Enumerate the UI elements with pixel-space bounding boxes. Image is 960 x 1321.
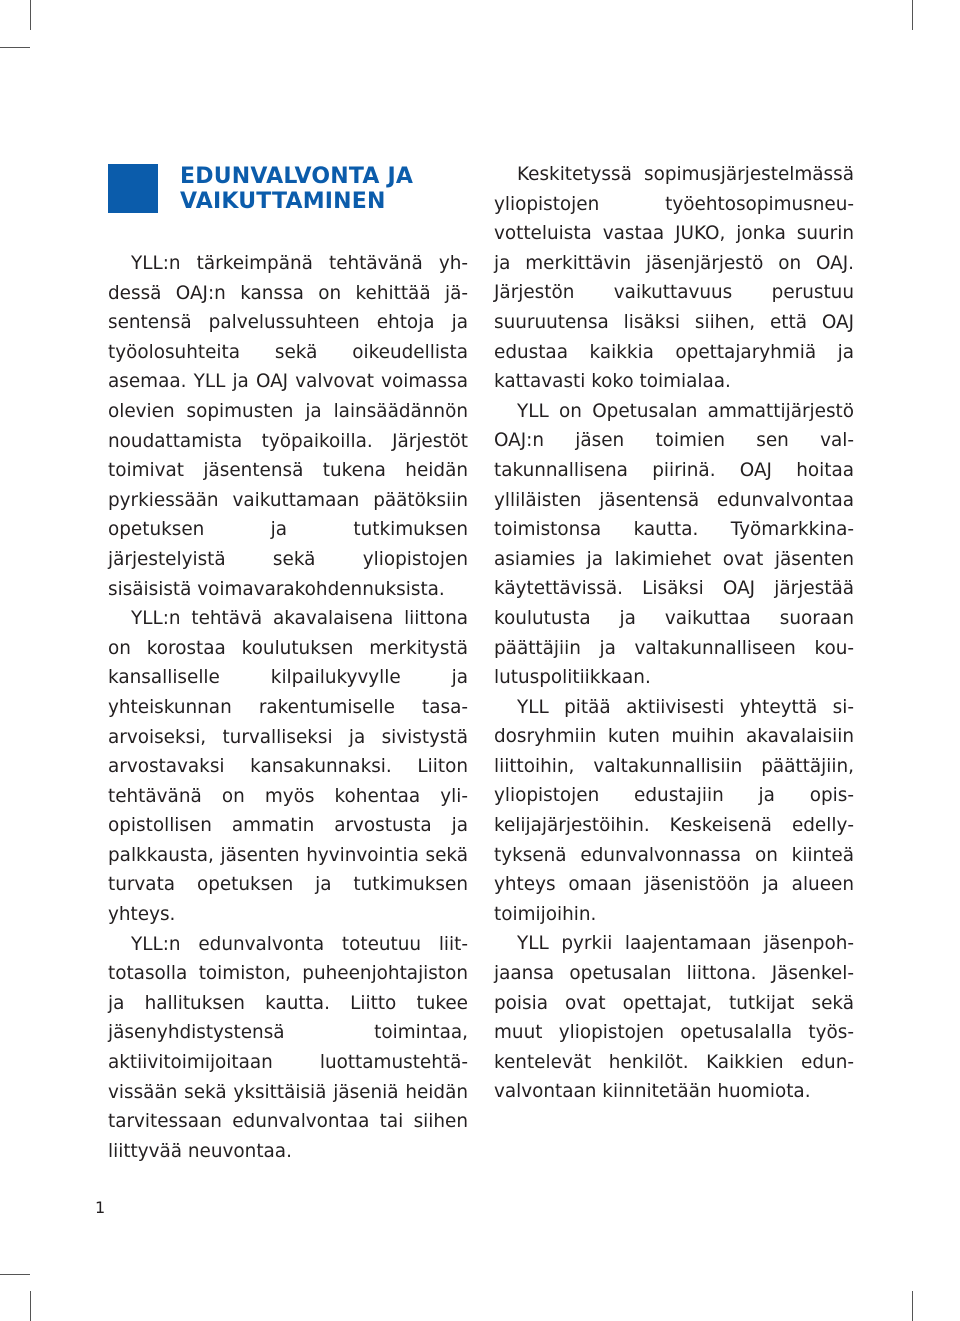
right-text-column: [494, 160, 854, 1107]
crop-mark-left-bottom: [0, 1274, 30, 1275]
crop-mark-top-left: [30, 0, 31, 30]
page-number: 1: [95, 1198, 106, 1217]
paragraph: YLL pitää aktiivisesti yhteyttä sidosryhmiin kuten muihin akavalaisiin liittoihin, valtakunnallisiin päättäjiin, yliopistojen edustajiin ja opiskelijajärjestöihin. Keskeisenä edellytyksenä edunvalvonnassa on kiinteä yhteys omaan jäsenistöön ja alueen toimijoihin.: [494, 696, 854, 925]
left-text-column: [108, 249, 468, 1166]
paragraph: Keskitetyssä sopimusjärjestelmässä yliopistojen työehtosopimusneuvotteluista vastaa JUKO, jonka suurin ja merkittävin jäsenjärjestö on OAJ. Järjestön vaikuttavuus perustuu suuruutensa lisäksi siihen, että OAJ edustaa kaikkia opettajaryhmiä ja kattavasti koko toimialaa.: [494, 164, 854, 393]
crop-mark-left-top: [0, 47, 30, 48]
section-heading: [180, 164, 440, 214]
heading-accent-square: [108, 164, 158, 213]
paragraph: YLL:n edunvalvonta toteutuu liittotasolla toimiston, puheenjohtajiston ja hallituksen kautta. Liitto tukee jäsenyhdistystensä toimintaa, aktiivitoimijoitaan luottamustehtävissään sekä yksittäisiä jäseniä heidän tarvitessaan edunvalvontaa tai siihen liittyvää neuvontaa.: [108, 933, 468, 1162]
heading-line-2: VAIKUTTAMINEN: [180, 189, 386, 214]
crop-mark-top-right: [912, 0, 913, 30]
paragraph: YLL on Opetusalan ammattijärjestö OAJ:n jäsen toimien sen valtakunnallisena piirinä. OAJ hoitaa ylliläisten jäsentensä edunvalvontaa toimistonsa kautta. Työmarkkinaasiamies ja lakimiehet ovat jäsenten käytettävissä. Lisäksi OAJ järjestää koulutusta ja vaikuttaa suoraan päättäjiin ja valtakunnalliseen koulutuspolitiikkaan.: [494, 400, 854, 689]
crop-mark-bottom-left: [30, 1291, 31, 1321]
paragraph: YLL:n tärkeimpänä tehtävänä yhdessä OAJ:n kanssa on kehittää jäsentensä palvelussuhteen ehtoja ja työolosuhteita sekä oikeudellista asemaa. YLL ja OAJ valvovat voimassa olevien sopimusten ja lainsäädännön noudattamista työpaikoilla. Järjestöt toimivat jäsentensä tukena heidän pyrkiessään vaikuttamaan päätöksiin opetuksen ja tutkimuksen järjestelyistä sekä yliopistojen sisäisistä voimavarakohdennuksista.: [108, 253, 468, 600]
crop-mark-bottom-right: [912, 1291, 913, 1321]
paragraph: YLL pyrkii laajentamaan jäsenpohjaansa opetusalan liittona. Jäsenkelpoisia ovat opettajat, tutkijat sekä muut yliopistojen opetusalalla työskentelevät henkilöt. Kaikkien edunvalvontaan kiinnitetään huomiota.: [494, 933, 854, 1103]
heading-line-1: EDUNVALVONTA JA: [180, 164, 414, 189]
paragraph: YLL:n tehtävä akavalaisena liittona on korostaa koulutuksen merkitystä kansalliselle kilpailukyvylle ja yhteiskunnan rakentumiselle tasaarvoiseksi, turvalliseksi ja sivistystä arvostavaksi kansakunnaksi. Liiton tehtävänä on myös kohentaa yliopistollisen ammatin arvostusta ja palkkausta, jäsenten hyvinvointia sekä turvata opetuksen ja tutkimuksen yhteys.: [108, 608, 468, 926]
